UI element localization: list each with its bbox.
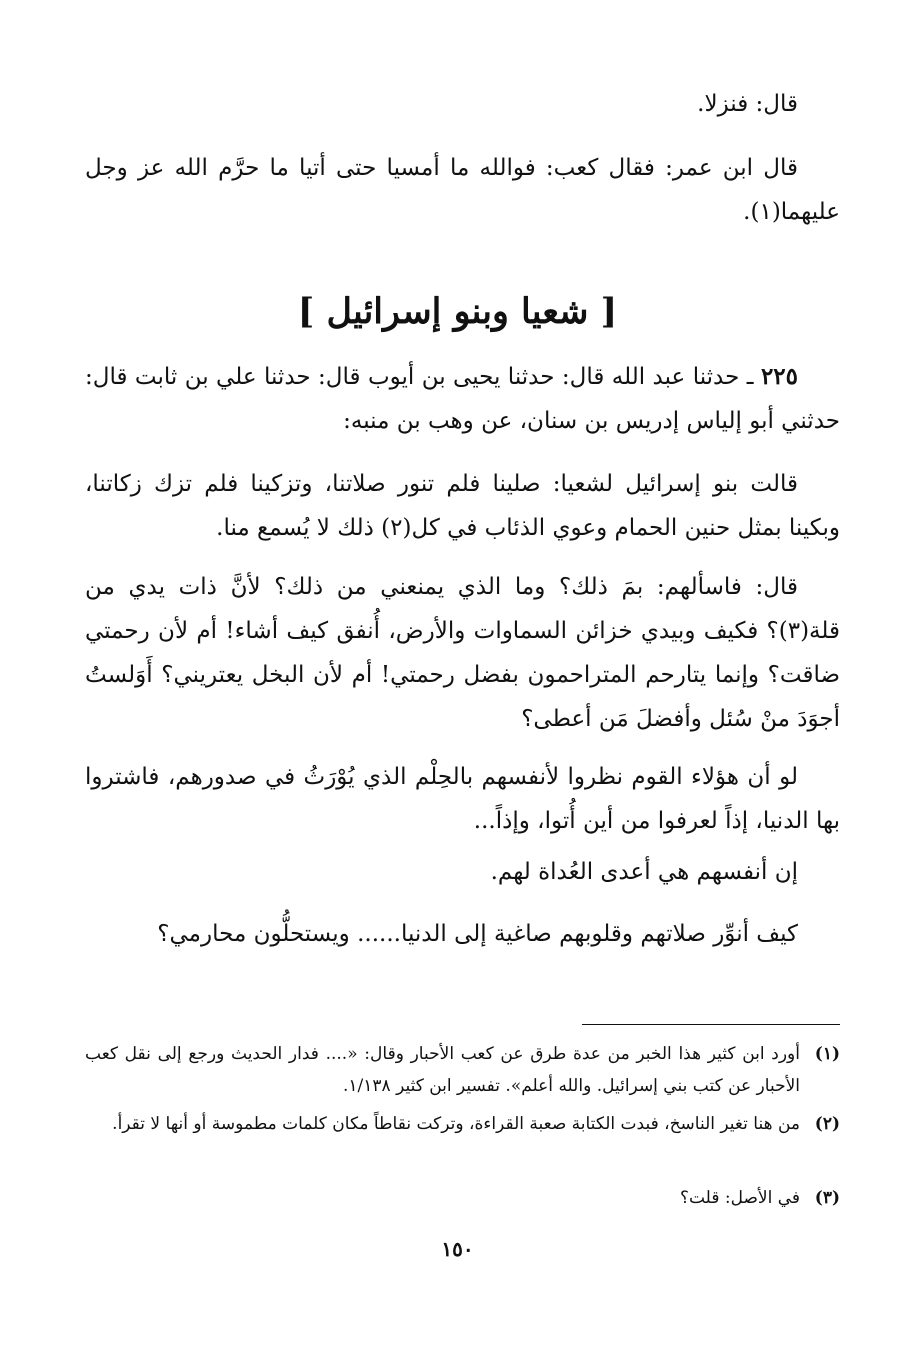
paragraph-bani-israel: قالت بنو إسرائيل لشعيا: صلينا فلم تنور صلاتنا، وتزكينا فلم تزك زكاتنا، وبكينا بمثل حنين الحمام وعوي الذئاب في كل(٢) ذلك لا يُسمع منا. xyxy=(85,471,840,541)
section-heading: [ شعيا وبنو إسرائيل ] xyxy=(297,291,618,332)
footnote-1 xyxy=(85,1038,840,1102)
footnote-2-mark: (٢) xyxy=(814,1114,840,1134)
footnote-3 xyxy=(85,1182,840,1214)
narration-paragraph xyxy=(85,355,840,443)
footnote-3-mark: (٣) xyxy=(814,1188,840,1208)
footnote-divider xyxy=(582,1024,840,1025)
narration-number: ٢٢٥ xyxy=(760,363,798,390)
narration-chain: ـ حدثنا عبد الله قال: حدثنا يحيى بن أيوب قال: حدثنا علي بن ثابت قال: حدثني أبو إلياس إدريس بن سنان، عن وهب بن منبه: xyxy=(85,364,840,434)
footnote-2-text: من هنا تغير الناسخ، فبدت الكتابة صعبة القراءة، وتركت نقاطاً مكان كلمات مطموسة أو أنها لا تقرأ. xyxy=(112,1114,800,1134)
footnote-1-text: أورد ابن كثير هذا الخبر من عدة طرق عن كعب الأحبار وقال: «.... فدار الحديث ورجع إلى نقل كعب الأحبار عن كتب بني إسرائيل. والله أعلم». تفسير ابن كثير ١/١٣٨. xyxy=(85,1044,800,1096)
paragraph-kayfa-unawwir: كيف أنوِّر صلاتهم وقلوبهم صاغية إلى الدنيا...... ويستحلُّون محارمي؟ xyxy=(157,921,798,947)
paragraph-fasalhum: قال: فاسألهم: بمَ ذلك؟ وما الذي يمنعني من ذلك؟ لأنَّ ذات يدي من قلة(٣)؟ فكيف وبيدي خزائن السماوات والأرض، أُنفق كيف أشاء! أم لأن رحمتي ضاقت؟ وإنما يتارحم المتراحمون بفضل رحمتي! أم لأن البخل يعتريني؟ أَوَلستُ أجوَدَ منْ سُئل وأفضلَ مَن أعطى؟ xyxy=(85,574,840,732)
paragraph-law-anna: لو أن هؤلاء القوم نظروا لأنفسهم بالحِلْم الذي يُوْرَثُ في صدورهم، فاشتروا بها الدنيا، إذاً لعرفوا من أين أُتوا، وإذاً... xyxy=(85,764,840,834)
footnote-3-text: في الأصل: قلت؟ xyxy=(679,1188,800,1208)
footnote-1-mark: (١) xyxy=(814,1044,840,1064)
paragraph-ibn-umar: قال ابن عمر: فقال كعب: فوالله ما أمسيا حتى أتيا ما حرَّم الله عز وجل عليهما(١). xyxy=(85,155,840,225)
footnote-2 xyxy=(85,1108,840,1140)
page-number: ١٥٠ xyxy=(441,1237,474,1261)
paragraph-kal-fanazala: قال: فنزلا. xyxy=(697,91,798,117)
paragraph-anfusahum: إن أنفسهم هي أعدى العُداة لهم. xyxy=(490,859,798,885)
